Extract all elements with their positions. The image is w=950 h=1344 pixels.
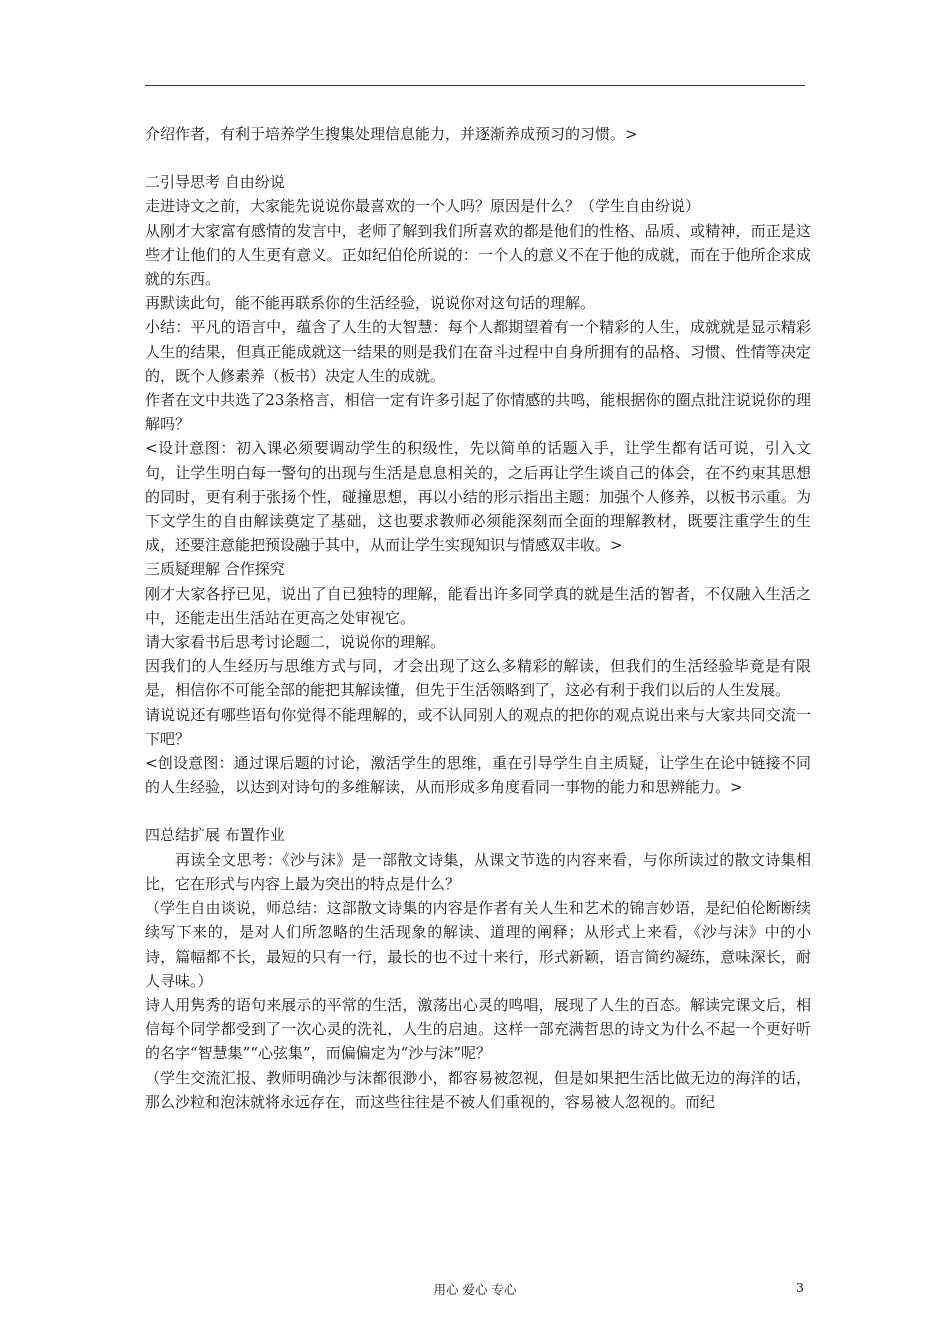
paragraph: 诗人用隽秀的语句来展示的平常的生活，激荡出心灵的鸣唱，展现了人生的百态。解读完课文后，相信每个同学都受到了一次心灵的洗礼，人生的启迪。这样一部充满哲思的诗文为什么不起一个更好听的名字“智慧集”“心弦集”，而偏偏定为“沙与沫”呢？ <box>145 995 811 1063</box>
paragraph: 请大家看书后思考讨论题二，说说你的理解。 <box>145 633 446 652</box>
section-heading: 四总结扩展 布置作业 <box>145 826 285 845</box>
design-note: <设计意图：初入课必须要调动学生的积级性，先以简单的话题入手，让学生都有话可说，引入文句，让学生明白每一警句的出现与生活是息息相关的，之后再让学生谈自己的体会，在不约束其思想的同时，更有利于张扬个性，碰撞思想，再以小结的形示指出主题：加强个人修养，以板书示重。为下文学生的自由解读奠定了基础，这也要求教师必须能深刻而全面的理解教材，既要注重学生的生成，还要注意能把预设融于其中，从而让学生实现知识与情感双丰收。> <box>145 439 811 555</box>
paragraph: （学生交流汇报、教师明确沙与沫都很渺小，都容易被忽视，但是如果把生活比做无边的海洋的话，那么沙粒和泡沫就将永远存在，而这些往往是不被人们重视的，容易被人忽视的。而纪 <box>145 1068 811 1111</box>
paragraph: 因我们的人生经历与思维方式与同，才会出现了这么多精彩的解读，但我们的生活经验毕竟是有限是，相信你不可能全部的能把其解读懂，但先于生活领略到了，这必有利于我们以后的人生发展。 <box>145 657 811 700</box>
page-body <box>145 122 811 1114</box>
paragraph: 作者在文中共选了23条格言，相信一定有许多引起了你情感的共鸣，能根据你的圈点批注说说你的理解吗？ <box>145 391 811 434</box>
paragraph: 刚才大家各抒已见，说出了自已独特的理解，能看出许多同学真的就是生活的智者，不仅融入生活之中，还能走出生活站在更高之处审视它。 <box>145 584 811 627</box>
header-rule <box>145 85 805 86</box>
paragraph-gap <box>145 799 811 823</box>
section-heading: 三质疑理解 合作探究 <box>145 560 285 579</box>
paragraph: 从刚才大家富有感情的发言中，老师了解到我们所喜欢的都是他们的性格、品质、或精神，而正是这些才让他们的人生更有意义。正如纪伯伦所说的：一个人的意义不在于他的成就，而在于他所企求成就的东西。 <box>145 221 811 289</box>
paragraph: 再读全文思考：《沙与沫》是一部散文诗集，从课文节选的内容来看，与你所读过的散文诗集相比，它在形式与内容上最为突出的特点是什么？ <box>145 850 811 893</box>
paragraph-gap <box>145 146 811 170</box>
paragraph: 小结：平凡的语言中，蕴含了人生的大智慧：每个人都期望着有一个精彩的人生，成就就是显示精彩人生的结果，但真正能成就这一结果的则是我们在奋斗过程中自身所拥有的品格、习惯、性情等决定的，既个人修素养（板书）决定人生的成就。 <box>145 318 811 385</box>
design-note: <创设意图：通过课后题的讨论，激活学生的思维，重在引导学生自主质疑，让学生在论中链接不同的人生经验，以达到对诗句的多维解读，从而形成多角度看同一事物的能力和思辨能力。> <box>145 754 811 797</box>
section-heading: 二引导思考 自由纷说 <box>145 173 285 192</box>
paragraph: （学生自由谈说，师总结：这部散文诗集的内容是作者有关人生和艺术的锦言妙语，是纪伯伦断断续续写下来的，是对人们所忽略的生活现象的解读、道理的阐释；从形式上来看，《沙与沫》中的小诗，篇幅都不长，最短的只有一行，最长的也不过十来行，形式新颖，语言简约凝练，意味深长，耐人寻味。） <box>145 899 811 990</box>
paragraph: 再默读此句，能不能再联系你的生活经验，说说你对这句话的理解。 <box>145 294 596 313</box>
footer-motto: 用心 爱心 专心 <box>433 1282 517 1297</box>
paragraph: 介绍作者，有利于培养学生搜集处理信息能力，并逐渐养成预习的习惯。> <box>145 125 638 143</box>
paragraph: 请说说还有哪些语句你觉得不能理解的，或不认同别人的观点的把你的观点说出来与大家共同交流一下吧？ <box>145 705 811 748</box>
page-number: 3 <box>796 1280 804 1295</box>
paragraph: 走进诗文之前，大家能先说说你最喜欢的一个人吗？原因是什么？（学生自由纷说） <box>145 197 701 216</box>
